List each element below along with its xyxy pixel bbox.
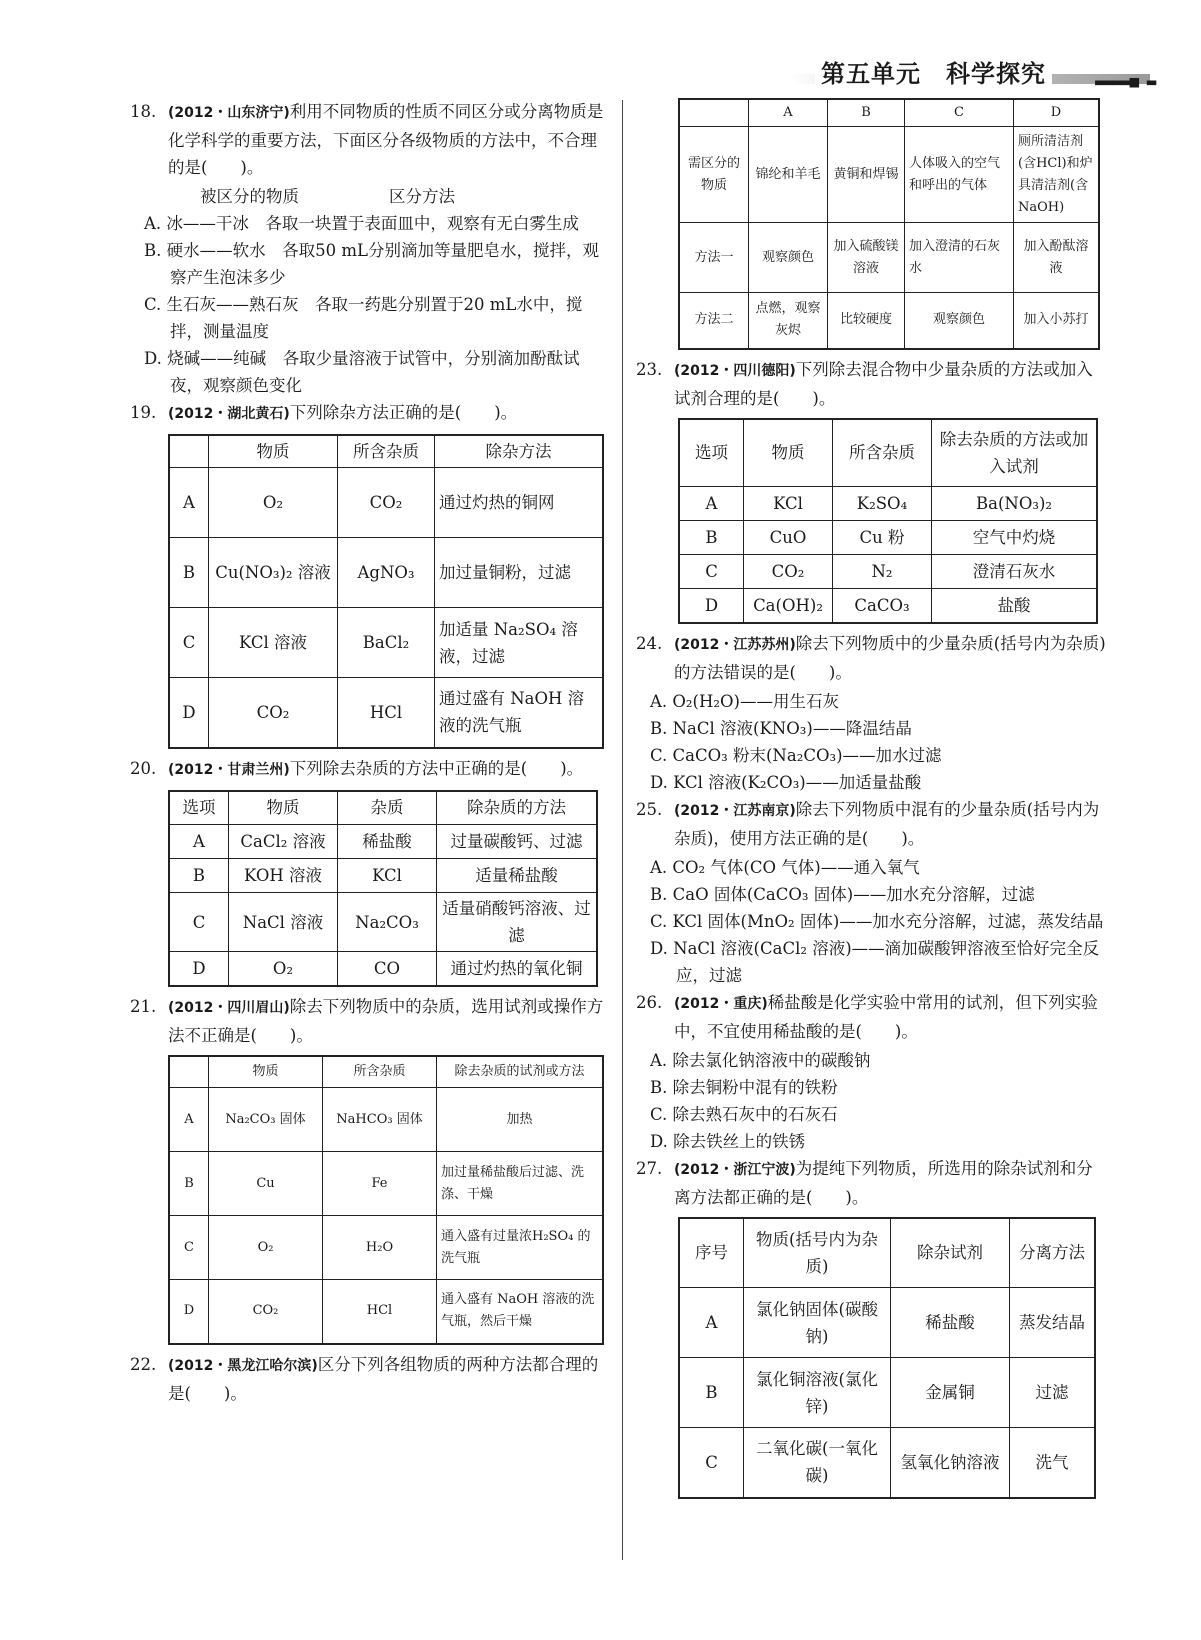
table-header: 所含杂质 — [338, 435, 435, 468]
question-source: (2012・湖北黄石) — [168, 406, 290, 422]
question-26 — [636, 989, 1108, 1045]
question-stem: 下列除去混合物中少量杂质的方法或加入试剂合理的是( )。 — [674, 359, 1093, 408]
q23-table — [678, 418, 1098, 624]
table-header: D — [1014, 99, 1100, 127]
table-row — [679, 521, 1097, 555]
table-cell: 通过盛有 NaOH 溶液的洗气瓶 — [435, 678, 604, 748]
table-cell: 观察颜色 — [905, 293, 1014, 349]
question-source: (2012・浙江宁波) — [674, 1161, 796, 1178]
question-22 — [130, 1351, 610, 1407]
table-cell: CO₂ — [338, 468, 435, 538]
option-b: B. 硬水——软水 各取50 mL分别滴加等量肥皂水，搅拌，观察产生泡沫多少 — [144, 241, 599, 287]
table-cell: A — [169, 825, 229, 859]
q19-table — [168, 434, 604, 749]
table-cell: O₂ — [229, 952, 338, 986]
table-cell: CO₂ — [209, 1280, 323, 1344]
table-cell: CuO — [744, 521, 833, 555]
table-row — [169, 538, 603, 608]
table-cell: KCl 溶液 — [209, 608, 338, 678]
table-header: 杂质 — [338, 791, 437, 825]
table-row — [169, 1152, 603, 1216]
table-cell: A — [679, 487, 744, 521]
table-cell: A — [679, 1288, 744, 1358]
column-divider — [622, 100, 623, 1560]
option-a: A. CO₂ 气体(CO 气体)——通入氧气 — [650, 857, 920, 877]
question-stem: 利用不同物质的性质不同区分或分离物质是化学科学的重要方法，下面区分各级物质的方法中，不合理的是( )。 — [168, 102, 604, 177]
table-cell: 方法二 — [679, 293, 749, 349]
table-row — [169, 678, 603, 748]
option-b: B. CaO 固体(CaCO₃ 固体)——加水充分溶解，过滤 — [650, 884, 1035, 904]
table-cell: Ba(NO₃)₂ — [932, 487, 1098, 521]
question-stem: 除去下列物质中的少量杂质(括号内为杂质)的方法错误的是( )。 — [674, 633, 1106, 682]
table-cell: 加热 — [437, 1088, 604, 1152]
q20-table — [168, 790, 598, 987]
table-cell: 通过灼热的氧化铜 — [437, 952, 598, 986]
table-header: 所含杂质 — [323, 1056, 437, 1088]
table-cell: 黄铜和焊锡 — [828, 127, 905, 223]
table-header: B — [828, 99, 905, 127]
table-row — [169, 1280, 603, 1344]
table-cell: 稀盐酸 — [338, 825, 437, 859]
table-cell: 氯化铜溶液(氯化锌) — [744, 1358, 891, 1428]
table-row — [169, 859, 597, 893]
option-a: A. 冰——干冰 各取一块置于表面皿中，观察有无白雾生成 — [144, 214, 579, 233]
table-row — [679, 223, 1099, 293]
table-cell: C — [679, 1428, 744, 1498]
table-header: 物质(括号内为杂质) — [744, 1218, 891, 1288]
table-cell: 加入硫酸镁溶液 — [828, 223, 905, 293]
table-row — [169, 468, 603, 538]
table-cell: H₂O — [323, 1216, 437, 1280]
option-d: D. KCl 溶液(K₂CO₃)——加适量盐酸 — [650, 772, 922, 792]
table-row — [679, 555, 1097, 589]
table-cell: 稀盐酸 — [891, 1288, 1010, 1358]
table-cell: 适量稀盐酸 — [437, 859, 598, 893]
table-row — [679, 293, 1099, 349]
table-header: 选项 — [169, 791, 229, 825]
table-cell: O₂ — [209, 468, 338, 538]
table-cell: 适量硝酸钙溶液、过滤 — [437, 893, 598, 952]
table-cell: D — [169, 678, 209, 748]
question-24 — [636, 630, 1108, 686]
table-row — [679, 1428, 1095, 1498]
question-source: (2012・重庆) — [674, 995, 768, 1012]
question-27 — [636, 1155, 1108, 1211]
table-header: 物质 — [209, 1056, 323, 1088]
unit-title: 第五单元 科学探究 — [815, 54, 1052, 89]
table-cell: D — [679, 589, 744, 623]
table-cell: C — [679, 555, 744, 589]
question-source: (2012・四川眉山) — [168, 999, 290, 1016]
table-cell: 澄清石灰水 — [932, 555, 1098, 589]
table-cell: 通过灼热的铜网 — [435, 468, 604, 538]
q22-table — [678, 98, 1100, 350]
table-cell: C — [169, 893, 229, 952]
question-source: (2012・江苏苏州) — [674, 636, 796, 653]
table-header: 物质 — [209, 435, 338, 468]
table-cell: NaCl 溶液 — [229, 893, 338, 952]
table-cell: B — [169, 859, 229, 893]
table-header: A — [749, 99, 828, 127]
option-a: A. O₂(H₂O)——用生石灰 — [650, 691, 839, 711]
table-row — [679, 127, 1099, 223]
table-header: 除杂试剂 — [891, 1218, 1010, 1288]
table-header: 物质 — [229, 791, 338, 825]
table-row — [169, 1216, 603, 1280]
option-a: A. 除去氯化钠溶液中的碳酸钠 — [650, 1050, 871, 1070]
table-cell: 加过量铜粉，过滤 — [435, 538, 604, 608]
table-cell: K₂SO₄ — [833, 487, 932, 521]
table-cell: BaCl₂ — [338, 608, 435, 678]
table-cell: A — [169, 1088, 209, 1152]
table-cell: NaHCO₃ 固体 — [323, 1088, 437, 1152]
table-cell: A — [169, 468, 209, 538]
table-cell: HCl — [323, 1280, 437, 1344]
header-decoration: ▬▬▬▬■ ▬ — [1095, 72, 1156, 91]
table-cell: 洗气 — [1010, 1428, 1096, 1498]
question-number: 25. — [636, 799, 663, 819]
table-cell: 加入澄清的石灰水 — [905, 223, 1014, 293]
option-d: D. 烧碱——纯碱 各取少量溶液于试管中，分别滴加酚酞试夜，观察颜色变化 — [144, 349, 580, 395]
question-number: 22. — [130, 1354, 157, 1374]
table-row — [169, 952, 597, 986]
table-row — [169, 608, 603, 678]
table-cell: 过量碳酸钙、过滤 — [437, 825, 598, 859]
question-21 — [130, 993, 610, 1049]
table-cell: B — [679, 521, 744, 555]
table-cell: 锦纶和羊毛 — [749, 127, 828, 223]
question-number: 27. — [636, 1158, 663, 1178]
table-header — [679, 99, 749, 127]
table-row — [169, 893, 597, 952]
question-stem: 除去下列物质中混有的少量杂质(括号内为杂质)，使用方法正确的是( )。 — [674, 799, 1100, 848]
table-row — [679, 1288, 1095, 1358]
table-cell: 比较硬度 — [828, 293, 905, 349]
q21-table — [168, 1055, 604, 1345]
table-cell: 加入酚酞溶液 — [1014, 223, 1100, 293]
table-cell: Cu — [209, 1152, 323, 1216]
question-stem: 稀盐酸是化学实验中常用的试剂，但下列实验中，不宜使用稀盐酸的是( )。 — [674, 992, 1098, 1041]
table-row — [169, 825, 597, 859]
question-number: 23. — [636, 359, 663, 379]
table-header: 除杂方法 — [435, 435, 604, 468]
table-row — [679, 589, 1097, 623]
table-header: 物质 — [744, 419, 833, 487]
table-cell: 加过量稀盐酸后过滤、洗涤、干燥 — [437, 1152, 604, 1216]
table-cell: 二氧化碳(一氧化碳) — [744, 1428, 891, 1498]
table-cell: 加适量 Na₂SO₄ 溶液，过滤 — [435, 608, 604, 678]
question-19 — [130, 399, 610, 428]
question-source: (2012・四川德阳) — [674, 362, 796, 379]
table-cell: KCl — [338, 859, 437, 893]
table-cell: 点燃，观察灰烬 — [749, 293, 828, 349]
table-cell: C — [169, 608, 209, 678]
question-number: 18. — [130, 102, 157, 121]
table-cell: CO₂ — [209, 678, 338, 748]
table-header: 分离方法 — [1010, 1218, 1096, 1288]
option-c: C. 除去熟石灰中的石灰石 — [650, 1104, 838, 1124]
table-cell: 氢氧化钠溶液 — [891, 1428, 1010, 1498]
table-cell: 厕所清洁剂(含HCl)和炉具清洁剂(含 NaOH) — [1014, 127, 1100, 223]
question-source: (2012・江苏南京) — [674, 802, 796, 819]
question-source: (2012・甘肃兰州) — [168, 761, 290, 778]
page-header — [750, 48, 1190, 94]
option-b: B. 除去铜粉中混有的铁粉 — [650, 1077, 838, 1097]
option-d: D. NaCl 溶液(CaCl₂ 溶液)——滴加碳酸钾溶液至恰好完全反应，过滤 — [650, 938, 1100, 985]
table-cell: B — [169, 1152, 209, 1216]
question-number: 26. — [636, 992, 663, 1012]
table-cell: CaCO₃ — [833, 589, 932, 623]
question-25 — [636, 796, 1108, 852]
question-number: 24. — [636, 633, 663, 653]
right-column — [636, 98, 1108, 1505]
table-cell: HCl — [338, 678, 435, 748]
option-d: D. 除去铁丝上的铁锈 — [650, 1131, 806, 1151]
option-c: C. KCl 固体(MnO₂ 固体)——加水充分溶解，过滤，蒸发结晶 — [650, 911, 1104, 931]
col-head-method: 区分方法 — [389, 187, 455, 206]
table-cell: 金属铜 — [891, 1358, 1010, 1428]
table-cell: Na₂CO₃ — [338, 893, 437, 952]
question-stem: 除去下列物质中的杂质，选用试剂或操作方法不正确是( )。 — [168, 996, 604, 1045]
table-cell: 需区分的物质 — [679, 127, 749, 223]
table-header: 除去杂质的方法或加入试剂 — [932, 419, 1098, 487]
question-source: (2012・山东济宁) — [168, 105, 290, 121]
table-cell: CaCl₂ 溶液 — [229, 825, 338, 859]
question-stem: 区分下列各组物质的两种方法都合理的是( )。 — [168, 1354, 599, 1403]
table-cell: CO₂ — [744, 555, 833, 589]
option-c: C. 生石灰——熟石灰 各取一药匙分别置于20 mL水中，搅拌，测量温度 — [144, 295, 583, 341]
table-cell: 空气中灼烧 — [932, 521, 1098, 555]
question-stem: 下列除杂方法正确的是( )。 — [289, 403, 518, 422]
question-source: (2012・黑龙江哈尔滨) — [168, 1357, 318, 1374]
table-cell: C — [169, 1216, 209, 1280]
table-cell: Ca(OH)₂ — [744, 589, 833, 623]
q18-column-heads — [130, 183, 610, 210]
table-row — [169, 1088, 603, 1152]
table-header: 选项 — [679, 419, 744, 487]
table-cell: KCl — [744, 487, 833, 521]
table-cell: 通入盛有过量浓H₂SO₄ 的洗气瓶 — [437, 1216, 604, 1280]
table-cell: KOH 溶液 — [229, 859, 338, 893]
table-cell: 氯化钠固体(碳酸钠) — [744, 1288, 891, 1358]
table-cell: B — [679, 1358, 744, 1428]
table-cell: 盐酸 — [932, 589, 1098, 623]
table-cell: Cu 粉 — [833, 521, 932, 555]
table-cell: B — [169, 538, 209, 608]
question-number: 21. — [130, 996, 157, 1016]
question-number: 20. — [130, 758, 157, 778]
question-stem: 为提纯下列物质，所选用的除杂试剂和分离方法都正确的是( )。 — [674, 1158, 1093, 1207]
question-23 — [636, 356, 1108, 412]
table-cell: 人体吸入的空气和呼出的气体 — [905, 127, 1014, 223]
table-cell: Na₂CO₃ 固体 — [209, 1088, 323, 1152]
table-cell: 观察颜色 — [749, 223, 828, 293]
table-cell: Fe — [323, 1152, 437, 1216]
table-cell: 蒸发结晶 — [1010, 1288, 1096, 1358]
question-number: 19. — [130, 403, 157, 422]
option-c: C. CaCO₃ 粉末(Na₂CO₃)——加水过滤 — [650, 745, 942, 765]
left-column — [130, 98, 610, 1409]
q27-table — [678, 1217, 1096, 1499]
table-header — [169, 1056, 209, 1088]
table-header: C — [905, 99, 1014, 127]
table-header: 所含杂质 — [833, 419, 932, 487]
table-cell: O₂ — [209, 1216, 323, 1280]
table-cell: D — [169, 952, 229, 986]
table-cell: D — [169, 1280, 209, 1344]
table-cell: 方法一 — [679, 223, 749, 293]
table-header — [169, 435, 209, 468]
table-cell: Cu(NO₃)₂ 溶液 — [209, 538, 338, 608]
table-header: 除去杂质的试剂或方法 — [437, 1056, 604, 1088]
question-20 — [130, 755, 610, 784]
question-18 — [130, 98, 610, 181]
table-cell: N₂ — [833, 555, 932, 589]
table-header: 除杂质的方法 — [437, 791, 598, 825]
option-b: B. NaCl 溶液(KNO₃)——降温结晶 — [650, 718, 912, 738]
table-cell: 通入盛有 NaOH 溶液的洗气瓶，然后干燥 — [437, 1280, 604, 1344]
col-head-substance: 被区分的物质 — [200, 187, 299, 206]
table-cell: AgNO₃ — [338, 538, 435, 608]
table-row — [679, 487, 1097, 521]
table-row — [679, 1358, 1095, 1428]
question-stem: 下列除去杂质的方法中正确的是( )。 — [289, 758, 584, 778]
table-cell: 加入小苏打 — [1014, 293, 1100, 349]
table-cell: CO — [338, 952, 437, 986]
table-cell: 过滤 — [1010, 1358, 1096, 1428]
table-header: 序号 — [679, 1218, 744, 1288]
